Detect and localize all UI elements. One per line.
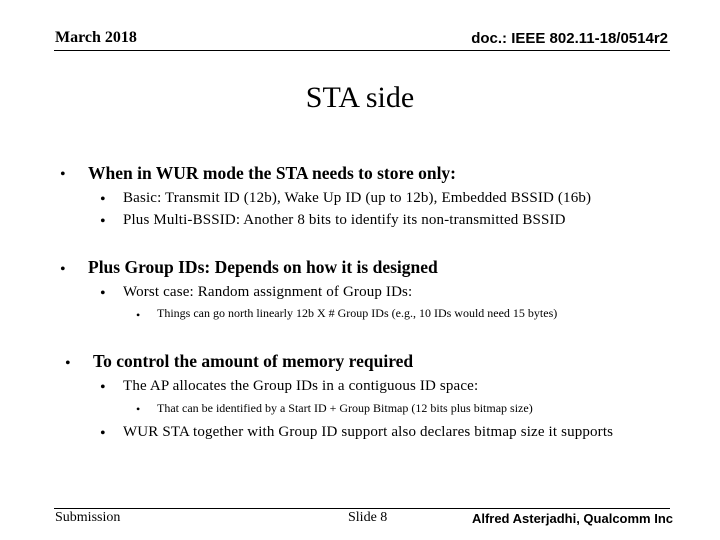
- footer-rule: [54, 508, 670, 509]
- section-1-item-2: Plus Multi-BSSID: Another 8 bits to identify its non-transmitted BSSID: [123, 212, 566, 228]
- header-doc-id: doc.: IEEE 802.11-18/0514r2: [471, 30, 668, 47]
- bullet-2: •: [60, 261, 66, 278]
- section-3-heading: To control the amount of memory required: [93, 351, 414, 371]
- bullet-2-1: •: [100, 285, 106, 302]
- bullet-1-1: •: [100, 191, 106, 208]
- section-3-item-1-sub-1: That can be identified by a Start ID + Group Bitmap (12 bits plus bitmap size): [157, 401, 533, 415]
- bullet-3-1-1: •: [136, 402, 141, 416]
- bullet-1-2: •: [100, 213, 106, 230]
- section-1-heading: When in WUR mode the STA needs to store only:: [88, 163, 457, 183]
- footer-slide-number: Slide 8: [348, 510, 388, 525]
- header-date: March 2018: [55, 29, 137, 46]
- section-2-item-1: Worst case: Random assignment of Group IDs:: [123, 284, 413, 300]
- section-1-item-1: Basic: Transmit ID (12b), Wake Up ID (up to 12b), Embedded BSSID (16b): [123, 190, 592, 206]
- footer-submission: Submission: [55, 510, 121, 525]
- bullet-3-1: •: [100, 379, 106, 396]
- section-2-item-1-sub-1: Things can go north linearly 12b X # Group IDs (e.g., 10 IDs would need 15 bytes): [157, 306, 558, 320]
- section-2-heading: Plus Group IDs: Depends on how it is designed: [88, 257, 438, 277]
- header-rule: [54, 50, 670, 51]
- bullet-3-2: •: [100, 425, 106, 442]
- bullet-3: •: [65, 355, 71, 372]
- bullet-2-1-1: •: [136, 308, 141, 322]
- section-3-item-2: WUR STA together with Group ID support also declares bitmap size it supports: [123, 424, 614, 440]
- bullet-1: •: [60, 166, 66, 183]
- slide-title: STA side: [305, 81, 415, 114]
- section-3-item-1: The AP allocates the Group IDs in a contiguous ID space:: [123, 378, 479, 394]
- footer-author: Alfred Asterjadhi, Qualcomm Inc: [471, 511, 673, 526]
